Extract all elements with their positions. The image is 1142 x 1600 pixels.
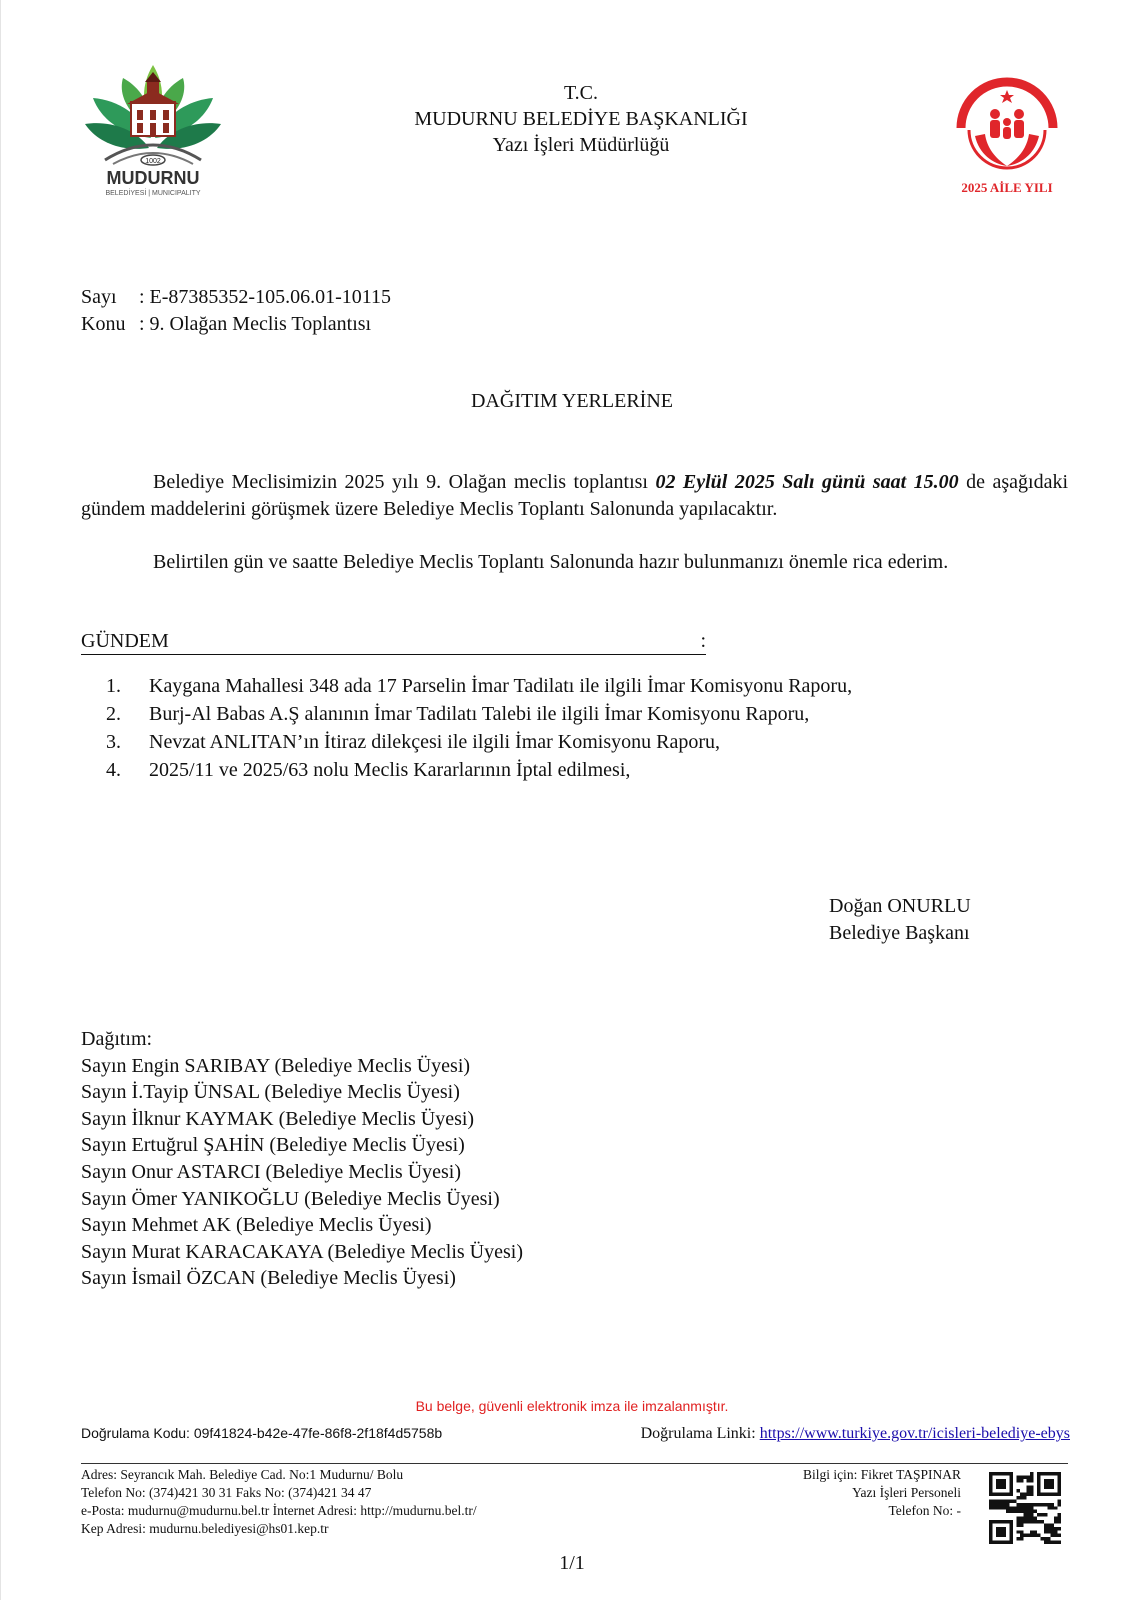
agenda-item-text: 2025/11 ve 2025/63 nolu Meclis Kararlarının İptal edilmesi, [149,759,631,781]
sayi-value: : E-87385352-105.06.01-10115 [139,286,392,308]
distribution-item: Sayın İ.Tayip ÜNSAL (Belediye Meclis Üyesi) [81,1081,460,1104]
konu-value: : 9. Olağan Meclis Toplantısı [139,313,372,335]
footer-address [81,1466,477,1538]
distribution-item: Sayın Ertuğrul ŞAHİN (Belediye Meclis Üyesi) [81,1134,465,1157]
distribution-item: Sayın Engin SARIBAY (Belediye Meclis Üyesi) [81,1054,471,1077]
document-meta [81,284,391,338]
meeting-date: 02 Eylül 2025 Salı günü saat 15.00 [655,471,959,493]
distribution-heading: Dağıtım: [81,1028,153,1050]
logo-submark: BELEDİYESİ | MUNICIPALITY [105,190,201,197]
agenda-item-text: Nevzat ANLITAN’ın İtiraz dilekçesi ile ilgili İmar Komisyonu Raporu, [149,731,721,753]
distribution-item: Sayın Mehmet AK (Belediye Meclis Üyesi) [81,1214,432,1237]
agenda-item-text: Kaygana Mahallesi 348 ada 17 Parselin İmar Tadilatı ile ilgili İmar Komisyonu Raporu, [149,675,853,697]
aile-yili-caption: 2025 AİLE YILI [961,180,1053,195]
verification-link[interactable]: https://www.turkiye.gov.tr/icisleri-belediye-ebys [759,1425,1070,1442]
agenda-heading-colon: : [700,630,706,652]
mudurnu-municipality-logo [83,60,223,205]
distribution-item: Sayın İlknur KAYMAK (Belediye Meclis Üyesi) [81,1107,475,1130]
verification-link-line [641,1425,1070,1443]
konu-line [81,311,391,338]
info-role: Yazı İşleri Personeli [852,1485,961,1500]
info-phone: Telefon No: - [888,1503,961,1518]
agenda-item [81,756,852,784]
body-paragraph-2 [81,549,1068,576]
agenda-item-number: 4. [106,759,121,781]
agenda-item [81,672,852,700]
agenda-item [81,728,852,756]
address-line: Adres: Seyrancık Mah. Belediye Cad. No:1 Mudurnu/ Bolu [81,1467,404,1482]
agenda-item-number: 2. [106,703,121,725]
aile-yili-icon [945,66,1069,200]
sayi-label: Sayı [81,286,117,308]
distribution-item: Sayın Ömer YANIKOĞLU (Belediye Meclis Üyesi) [81,1187,500,1210]
signature-block [829,893,971,947]
verification-link-label: Doğrulama Linki: [640,1425,760,1442]
agenda-item [81,700,852,728]
konu-label: Konu [81,313,126,335]
agenda-item-text: Burj-Al Babas A.Ş alanının İmar Tadilatı Talebi ile ilgili İmar Komisyonu Raporu, [149,703,810,725]
p1-end: de aşağıdaki gündem maddelerini görüşmek üzere Belediye Meclis Toplantı Salonunda yapılacaktır. [81,471,1068,520]
header-institution: MUDURNU BELEDİYE BAŞKANLIĞI [414,108,748,130]
footer-contact-info [721,1466,961,1520]
info-person: Bilgi için: Fikret TAŞPINAR [802,1467,961,1482]
distribution-item: Sayın Onur ASTARCI (Belediye Meclis Üyesi) [81,1160,462,1183]
p2-text: Belirtilen gün ve saatte Belediye Meclis Toplantı Salonunda hazır bulunmanızı önemle rica ederim. [153,551,949,573]
sayi-line [81,284,391,311]
agenda-item-number: 3. [106,731,121,753]
signer-name: Doğan ONURLU [829,895,971,917]
agenda-heading-label: GÜNDEM [81,630,169,652]
distribution-item: Sayın Murat KARACAKAYA (Belediye Meclis Üyesi) [81,1240,524,1263]
distribution-list [81,1026,541,1292]
agenda-list [81,672,852,784]
body-paragraph-1 [81,469,1068,523]
document-header [301,80,861,158]
verification-code: Doğrulama Kodu: 09f41824-b42e-47fe-86f8-2f18f4d5758b [81,1425,443,1441]
logo-year: 1002 [145,158,161,165]
phone-line: Telefon No: (374)421 30 31 Faks No: (374)421 34 47 [81,1485,372,1500]
signer-title: Belediye Başkanı [829,922,970,944]
header-department: Yazı İşleri Müdürlüğü [492,134,670,156]
recipient-title: DAĞITIM YERLERİNE [470,390,673,412]
aile-yili-logo [945,66,1069,200]
esign-note: Bu belge, güvenli elektronik imza ile imzalanmıştır. [415,1398,729,1414]
footer-divider [81,1463,1068,1464]
p1-start: Belediye Meclisimizin 2025 yılı 9. Olağan meclis toplantısı [153,471,656,493]
agenda-heading [81,630,706,655]
mudurnu-logo-icon [83,60,223,205]
agenda-item-number: 1. [106,675,121,697]
kep-line: Kep Adresi: mudurnu.belediyesi@hs01.kep.tr [81,1521,329,1536]
logo-wordmark: MUDURNU [106,168,200,188]
page-number: 1/1 [559,1552,585,1574]
qr-code-icon [989,1472,1061,1544]
header-tc: T.C. [563,82,599,104]
distribution-item: Sayın İsmail ÖZCAN (Belediye Meclis Üyesi) [81,1267,456,1290]
email-line: e-Posta: mudurnu@mudurnu.bel.tr İnternet Adresi: http://mudurnu.bel.tr/ [81,1503,477,1518]
